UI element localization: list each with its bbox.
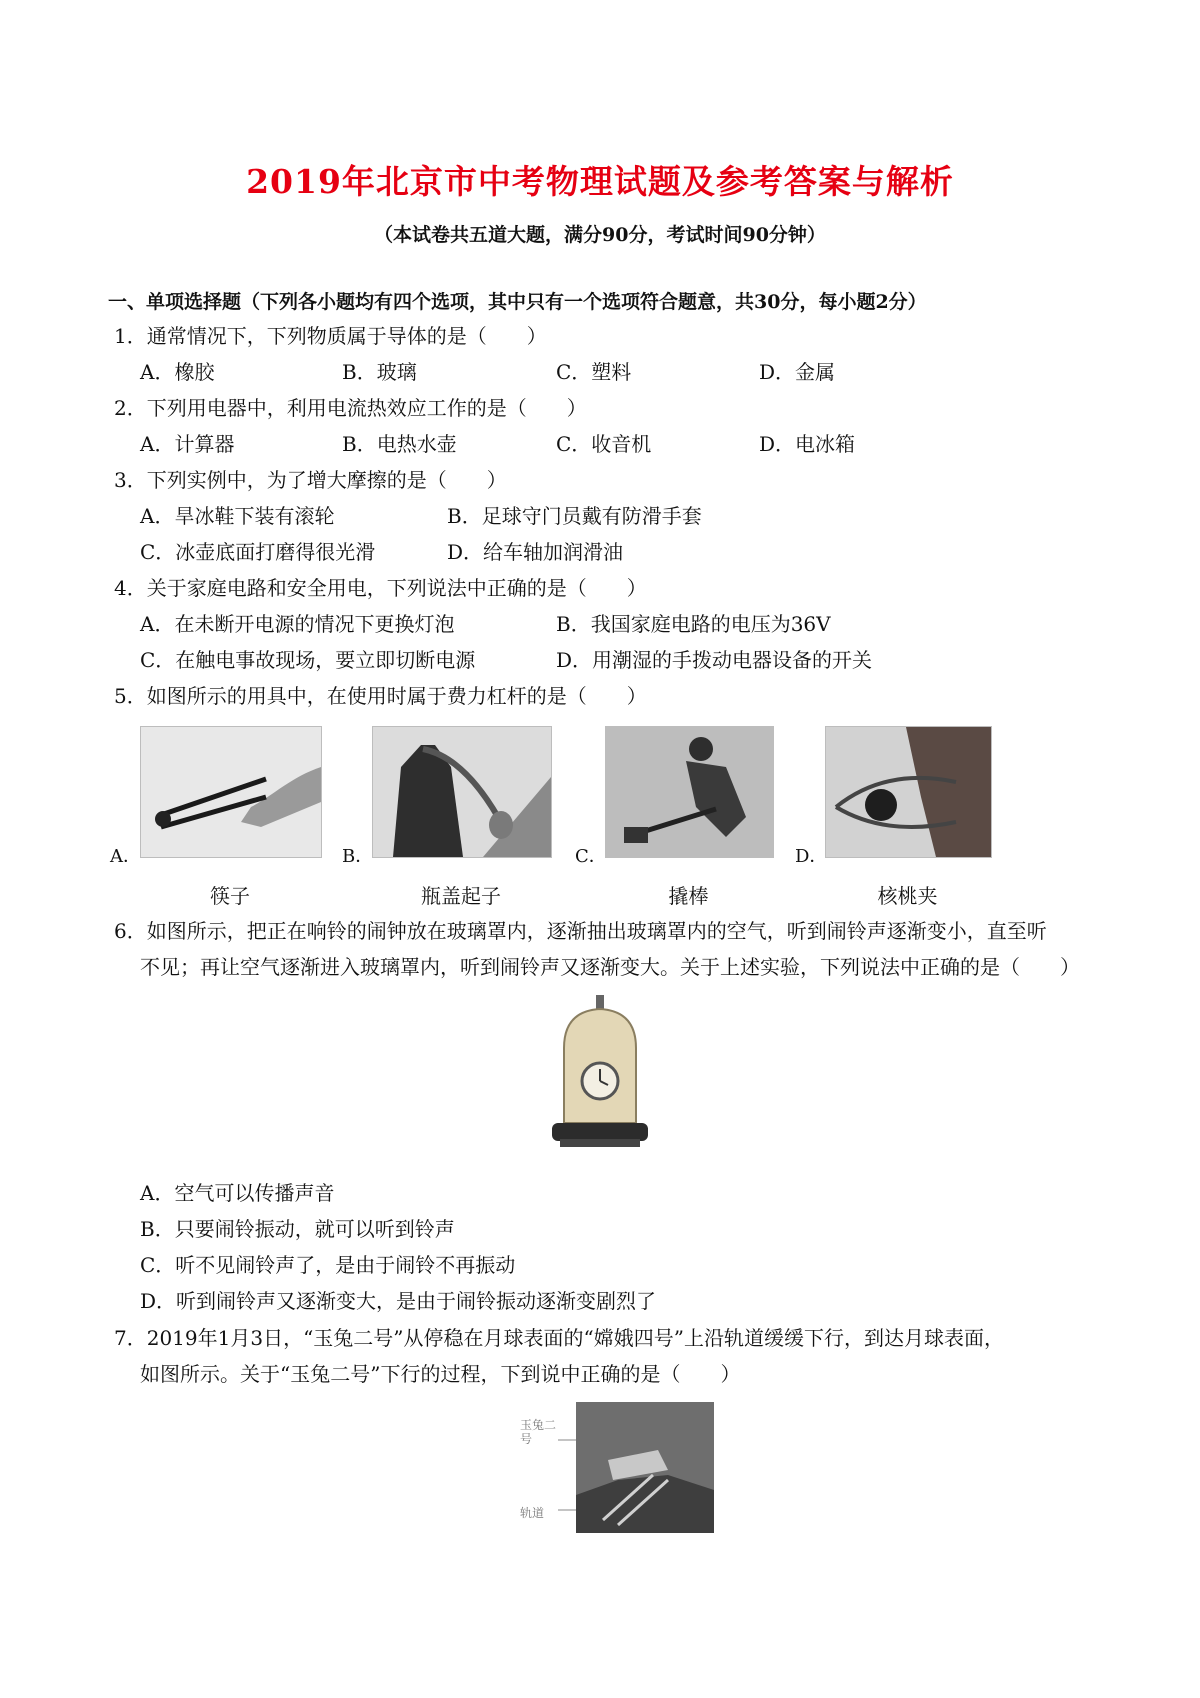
section-heading: 一、单项选择题（下列各小题均有四个选项，其中只有一个选项符合题意，共30分，每小题2分） <box>108 291 927 313</box>
q4-option-c: C．在触电事故现场，要立即切断电源 <box>140 648 476 672</box>
page-title: 2019年北京市中考物理试题及参考答案与解析 <box>246 162 954 201</box>
q5-caption-b: 瓶盖起子 <box>421 884 501 908</box>
q4-option-d: D．用潮湿的手拨动电器设备的开关 <box>556 648 873 672</box>
q6-option-a: A．空气可以传播声音 <box>140 1181 335 1205</box>
question-7-stem-line-2: 如图所示。关于“玉兔二号”下行的过程，下到说中正确的是（ ） <box>140 1362 741 1386</box>
yutu2-image <box>518 1400 716 1535</box>
q5-caption-c: 撬棒 <box>668 884 709 908</box>
crowbar-image <box>605 726 774 858</box>
question-2-stem: 2．下列用电器中，利用电流热效应工作的是（ ） <box>114 396 587 420</box>
q1-option-b: B．玻璃 <box>342 360 417 384</box>
q5-letter-c: C． <box>575 846 607 867</box>
bell-jar-image <box>550 993 650 1153</box>
question-7-stem-line-1: 7．2019年1月3日，“玉兔二号”从停稳在月球表面的“嫦娥四号”上沿轨道缓缓下行，到达月球表面， <box>114 1326 1004 1350</box>
q6-option-c: C．听不见闹铃声了，是由于闹铃不再振动 <box>140 1253 516 1277</box>
chopsticks-image <box>140 726 322 858</box>
question-4-stem: 4．关于家庭电路和安全用电，下列说法中正确的是（ ） <box>114 576 647 600</box>
nutcracker-image <box>825 726 992 858</box>
question-6-stem-line-2: 不见；再让空气逐渐进入玻璃罩内，听到闹铃声又逐渐变大。关于上述实验，下列说法中正确的是（ ） <box>140 955 1080 979</box>
q4-option-a: A．在未断开电源的情况下更换灯泡 <box>140 612 455 636</box>
q2-option-d: D．电冰箱 <box>759 432 856 456</box>
bottle-opener-image <box>372 726 552 858</box>
q2-option-b: B．电热水壶 <box>342 432 457 456</box>
q1-option-d: D．金属 <box>759 360 836 384</box>
q5-letter-d: D． <box>795 846 828 867</box>
track-label: 轨道 <box>520 1506 545 1520</box>
question-5-stem: 5．如图所示的用具中，在使用时属于费力杠杆的是（ ） <box>114 684 647 708</box>
q5-caption-a: 筷子 <box>210 884 250 908</box>
q5-letter-b: B． <box>342 846 374 867</box>
page-subtitle: （本试卷共五道大题，满分90分，考试时间90分钟） <box>374 224 826 246</box>
q2-option-a: A．计算器 <box>140 432 235 456</box>
q3-option-b: B．足球守门员戴有防滑手套 <box>447 504 702 528</box>
q1-option-a: A．橡胶 <box>140 360 215 384</box>
q3-option-c: C．冰壶底面打磨得很光滑 <box>140 540 376 564</box>
q6-option-d: D．听到闹铃声又逐渐变大，是由于闹铃振动逐渐变剧烈了 <box>140 1289 657 1313</box>
q6-option-b: B．只要闹铃振动，就可以听到铃声 <box>140 1217 455 1241</box>
q2-option-c: C．收音机 <box>556 432 652 456</box>
q3-option-d: D．给车轴加润滑油 <box>447 540 624 564</box>
yutu2-label: 玉兔二号 <box>520 1418 557 1446</box>
question-6-stem-line-1: 6．如图所示，把正在响铃的闹钟放在玻璃罩内，逐渐抽出玻璃罩内的空气，听到闹铃声逐渐变小，直至听 <box>114 919 1047 943</box>
q5-letter-a: A． <box>110 846 141 867</box>
q3-option-a: A．旱冰鞋下装有滚轮 <box>140 504 335 528</box>
question-1-stem: 1．通常情况下，下列物质属于导体的是（ ） <box>114 324 547 348</box>
q5-caption-d: 核桃夹 <box>877 884 938 908</box>
question-3-stem: 3．下列实例中，为了增大摩擦的是（ ） <box>114 468 507 492</box>
q1-option-c: C．塑料 <box>556 360 632 384</box>
q4-option-b: B．我国家庭电路的电压为36V <box>556 612 831 636</box>
